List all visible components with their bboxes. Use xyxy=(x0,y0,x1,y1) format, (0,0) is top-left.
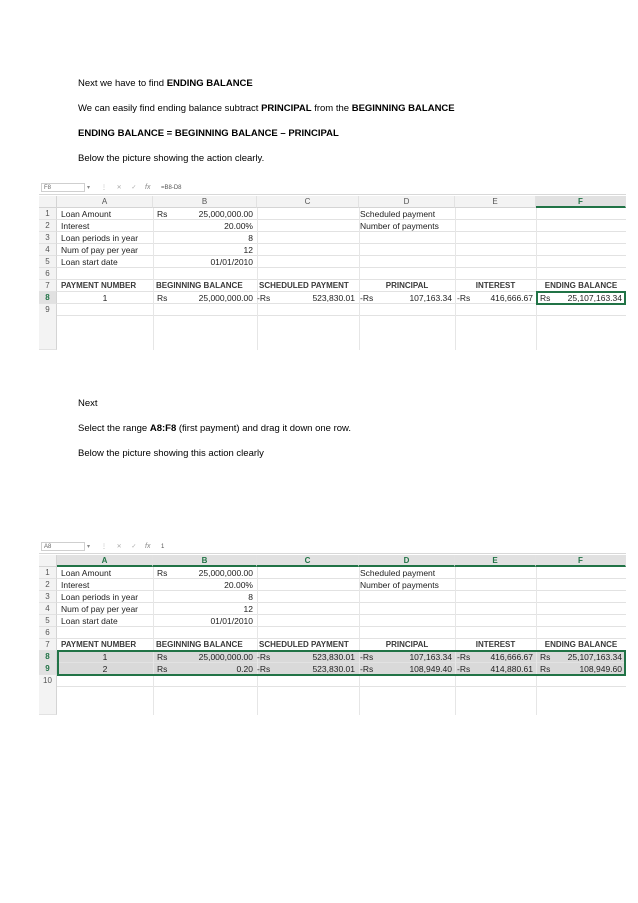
fx-icon[interactable]: fx xyxy=(145,543,151,550)
grid-row xyxy=(57,675,626,687)
cell-d8[interactable]: 107,163.34 xyxy=(409,652,452,662)
cell-f8-currency[interactable]: Rs xyxy=(540,652,551,662)
active-cell-border xyxy=(536,291,626,305)
fx-icon[interactable]: fx xyxy=(145,184,151,191)
next-text: Next xyxy=(78,398,98,409)
cell-a2[interactable]: Interest xyxy=(61,221,90,231)
cell-d2[interactable]: Number of payments xyxy=(360,580,439,590)
grid-row xyxy=(57,304,626,316)
select-range-line xyxy=(78,423,351,435)
formula-input[interactable]: =B8-D8 xyxy=(161,185,182,191)
row-header-4[interactable]: 4 xyxy=(39,603,57,615)
cell-d8[interactable]: 107,163.34 xyxy=(409,293,452,303)
cell-d9-currency[interactable]: -Rs xyxy=(360,664,374,674)
column-header-c[interactable]: C xyxy=(257,196,359,208)
header-scheduled-payment[interactable]: SCHEDULED PAYMENT xyxy=(259,640,349,649)
column-header-e[interactable]: E xyxy=(455,196,536,208)
row-header-10[interactable]: 10 xyxy=(39,675,57,715)
cell-b4[interactable]: 12 xyxy=(243,245,253,255)
explain-line xyxy=(78,103,455,115)
header-ending-balance[interactable]: ENDING BALANCE xyxy=(544,640,618,649)
select-all-corner[interactable] xyxy=(39,196,57,208)
header-beginning-balance[interactable]: BEGINNING BALANCE xyxy=(156,640,243,649)
grid-row xyxy=(57,603,626,615)
cell-a5[interactable]: Loan start date xyxy=(61,257,118,267)
grid-row xyxy=(57,591,626,603)
row-header-6[interactable]: 6 xyxy=(39,268,57,280)
cell-b1[interactable]: 25,000,000.00 xyxy=(198,568,253,578)
grid-row xyxy=(57,220,626,232)
column-header-c[interactable]: C xyxy=(257,555,359,567)
explain-bold-principal: PRINCIPAL xyxy=(261,103,312,114)
cell-e8[interactable]: 416,666.67 xyxy=(490,652,533,662)
cell-b2[interactable]: 20.00% xyxy=(224,221,253,231)
grid-col-line xyxy=(455,208,456,350)
row-header-4[interactable]: 4 xyxy=(39,244,57,256)
selection-range-border xyxy=(57,650,626,676)
grid-row xyxy=(57,567,626,579)
cell-c8-currency[interactable]: -Rs xyxy=(257,652,271,662)
cell-b8[interactable]: 25,000,000.00 xyxy=(198,293,253,303)
cell-c9[interactable]: 523,830.01 xyxy=(312,664,355,674)
row-header-8[interactable]: 8 xyxy=(39,651,57,663)
header-principal[interactable]: PRINCIPAL xyxy=(385,640,429,649)
cell-f8[interactable]: 25,107,163.34 xyxy=(567,652,622,662)
grid-col-line xyxy=(257,208,258,350)
cell-f9-currency[interactable]: Rs xyxy=(540,664,551,674)
grid-row xyxy=(57,244,626,256)
caption-line-1 xyxy=(78,153,264,165)
row-header-9[interactable]: 9 xyxy=(39,663,57,675)
column-header-d[interactable]: D xyxy=(359,555,455,567)
cell-a3[interactable]: Loan periods in year xyxy=(61,592,139,602)
row-header-7[interactable]: 7 xyxy=(39,280,57,292)
cell-a5[interactable]: Loan start date xyxy=(61,616,118,626)
cell-d8-currency[interactable]: -Rs xyxy=(360,652,374,662)
column-header-d[interactable]: D xyxy=(359,196,455,208)
spreadsheet-screenshot-1 xyxy=(39,182,626,352)
caption-text-2: Below the picture showing this action clearly xyxy=(78,448,264,459)
header-payment-number[interactable]: PAYMENT NUMBER xyxy=(61,281,137,290)
header-scheduled-payment[interactable]: SCHEDULED PAYMENT xyxy=(259,281,349,290)
grid-col-line xyxy=(257,567,258,715)
cell-a1[interactable]: Loan Amount xyxy=(61,568,112,578)
caption-line-2 xyxy=(78,448,264,460)
cell-c9-currency[interactable]: -Rs xyxy=(257,664,271,674)
header-beginning-balance[interactable]: BEGINNING BALANCE xyxy=(156,281,243,290)
column-header-b[interactable]: B xyxy=(153,196,257,208)
cell-e9-currency[interactable]: -Rs xyxy=(457,664,471,674)
header-ending-balance[interactable]: ENDING BALANCE xyxy=(544,281,618,290)
cell-b3[interactable]: 8 xyxy=(248,592,253,602)
select-range-post: (first payment) and drag it down one row. xyxy=(176,423,352,434)
column-header-e[interactable]: E xyxy=(455,555,536,567)
chevron-down-icon[interactable]: ▾ xyxy=(87,544,91,550)
select-range-pre: Select the range xyxy=(78,423,150,434)
row-header-1[interactable]: 1 xyxy=(39,208,57,220)
cell-c8[interactable]: 523,830.01 xyxy=(312,652,355,662)
cell-b8-currency[interactable]: Rs xyxy=(157,652,168,662)
grid-col-line xyxy=(536,208,537,350)
cell-b2[interactable]: 20.00% xyxy=(224,580,253,590)
row-header-8[interactable]: 8 xyxy=(39,292,57,304)
grid-row xyxy=(57,208,626,220)
column-header-a[interactable]: A xyxy=(57,196,153,208)
column-header-b[interactable]: B xyxy=(153,555,257,567)
cell-d8-currency[interactable]: -Rs xyxy=(360,293,374,303)
cell-c8[interactable]: 523,830.01 xyxy=(312,293,355,303)
explain-pre: We can easily find ending balance subtract xyxy=(78,103,262,114)
intro-text: Next we have to find xyxy=(78,78,167,89)
intro-line xyxy=(78,78,253,90)
cell-b9-currency[interactable]: Rs xyxy=(157,664,168,674)
cell-b4[interactable]: 12 xyxy=(243,604,253,614)
cell-a3[interactable]: Loan periods in year xyxy=(61,233,139,243)
row-header-3[interactable]: 3 xyxy=(39,232,57,244)
row-header-7[interactable]: 7 xyxy=(39,639,57,651)
cell-f8[interactable]: 25,107,163.34 xyxy=(567,293,622,303)
cell-e8[interactable]: 416,666.67 xyxy=(490,293,533,303)
cell-b5[interactable]: 01/01/2010 xyxy=(210,616,253,626)
grid-row xyxy=(57,232,626,244)
row-header-6[interactable]: 6 xyxy=(39,627,57,639)
caption-text-1: Below the picture showing the action clearly. xyxy=(78,153,265,164)
column-header-f[interactable]: F xyxy=(536,196,626,208)
chevron-down-icon[interactable]: ▾ xyxy=(87,185,91,191)
cell-b1-currency[interactable]: Rs xyxy=(157,568,168,578)
formula-action-icons: ⋮ ✕ ✓ xyxy=(101,544,141,550)
formula-bar xyxy=(39,541,626,554)
cell-c8-currency[interactable]: -Rs xyxy=(257,293,271,303)
explain-mid: from the xyxy=(311,103,352,114)
column-header-f[interactable]: F xyxy=(536,555,626,567)
grid-row xyxy=(57,627,626,639)
grid-row xyxy=(57,615,626,627)
grid-row xyxy=(57,256,626,268)
cell-a9[interactable]: 2 xyxy=(102,664,108,674)
cell-a4[interactable]: Num of pay per year xyxy=(61,604,139,614)
cell-d9[interactable]: 108,949.40 xyxy=(409,664,452,674)
cell-a4[interactable]: Num of pay per year xyxy=(61,245,139,255)
formula-line xyxy=(78,128,339,140)
cell-a8[interactable]: 1 xyxy=(102,652,108,662)
row-header-5[interactable]: 5 xyxy=(39,256,57,268)
formula-action-icons: ⋮ ✕ ✓ xyxy=(101,185,141,191)
row-header-9[interactable]: 9 xyxy=(39,304,57,350)
cell-b8[interactable]: 25,000,000.00 xyxy=(198,652,253,662)
cell-d2[interactable]: Number of payments xyxy=(360,221,439,231)
explain-bold-beginning: BEGINNING BALANCE xyxy=(351,103,455,114)
header-payment-number[interactable]: PAYMENT NUMBER xyxy=(61,640,137,649)
row-header-2[interactable]: 2 xyxy=(39,579,57,591)
next-line xyxy=(78,398,98,410)
cell-a8[interactable]: 1 xyxy=(102,293,108,303)
cell-b5[interactable]: 01/01/2010 xyxy=(210,257,253,267)
cell-b1-currency[interactable]: Rs xyxy=(157,209,168,219)
formula-input[interactable]: 1 xyxy=(161,544,165,550)
column-header-a[interactable]: A xyxy=(57,555,153,567)
cell-e8-currency[interactable]: -Rs xyxy=(457,652,471,662)
cell-b3[interactable]: 8 xyxy=(248,233,253,243)
cell-a1[interactable]: Loan Amount xyxy=(61,209,112,219)
name-box[interactable]: A8 xyxy=(41,542,85,551)
row-header-1[interactable]: 1 xyxy=(39,567,57,579)
cell-f9[interactable]: 108,949.60 xyxy=(579,664,622,674)
formula-bold: ENDING BALANCE = BEGINNING BALANCE – PRINCIPAL xyxy=(78,128,339,139)
row-header-2[interactable]: 2 xyxy=(39,220,57,232)
cell-f8-currency[interactable]: Rs xyxy=(540,293,551,303)
grid-col-line xyxy=(153,208,154,350)
cell-e8-currency[interactable]: -Rs xyxy=(457,293,471,303)
cell-d1[interactable]: Scheduled payment xyxy=(360,568,436,578)
grid-row xyxy=(57,268,626,280)
cell-d1[interactable]: Scheduled payment xyxy=(360,209,436,219)
row-header-5[interactable]: 5 xyxy=(39,615,57,627)
intro-bold: ENDING BALANCE xyxy=(166,78,253,89)
formula-bar xyxy=(39,182,626,195)
spreadsheet-screenshot-2 xyxy=(39,541,626,716)
grid-row xyxy=(57,579,626,591)
select-range-bold: A8:F8 xyxy=(149,423,177,434)
cell-b9[interactable]: 0.20 xyxy=(236,664,253,674)
row-header-3[interactable]: 3 xyxy=(39,591,57,603)
header-principal[interactable]: PRINCIPAL xyxy=(385,281,429,290)
grid-col-line xyxy=(153,567,154,715)
cell-a2[interactable]: Interest xyxy=(61,580,90,590)
select-all-corner[interactable] xyxy=(39,555,57,567)
cell-b8-currency[interactable]: Rs xyxy=(157,293,168,303)
header-interest[interactable]: INTEREST xyxy=(475,281,516,290)
cell-e9[interactable]: 414,880.61 xyxy=(490,664,533,674)
header-interest[interactable]: INTEREST xyxy=(475,640,516,649)
cell-b1[interactable]: 25,000,000.00 xyxy=(198,209,253,219)
name-box[interactable]: F8 xyxy=(41,183,85,192)
